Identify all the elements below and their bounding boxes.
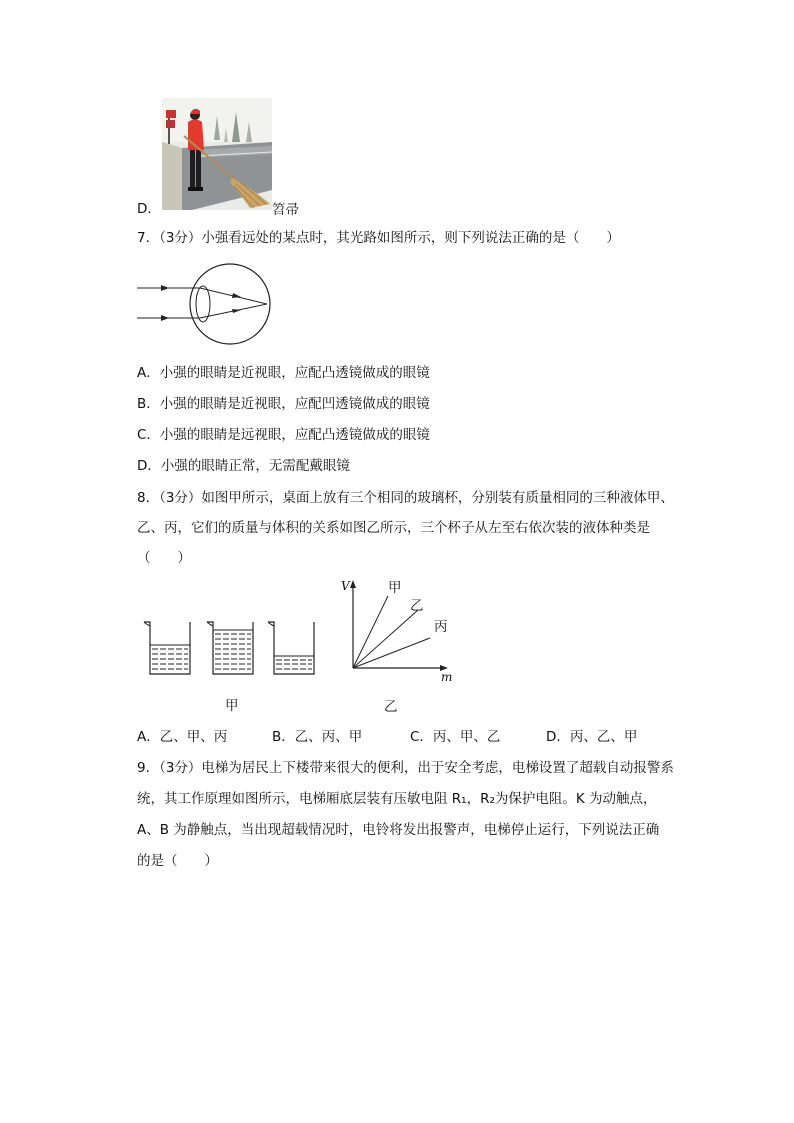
- fig-yi-caption: 乙: [384, 699, 398, 715]
- q7-option-b: B．小强的眼睛是近视眼，应配凹透镜做成的眼镜: [137, 396, 430, 412]
- q8-option-a: A．乙、甲、丙: [137, 729, 228, 745]
- glass-left: [144, 622, 190, 674]
- q9-stem-line-4: 的是（ ）: [137, 853, 218, 869]
- three-glasses-figure: [140, 618, 320, 680]
- graph-line-label-bing: 丙: [434, 619, 448, 635]
- q7-stem: 7．（3分）小强看远处的某点时，其光路如图所示，则下列说法正确的是（ ）: [137, 230, 620, 246]
- q8-stem-line-1: 8．（3分）如图甲所示，桌面上放有三个相同的玻璃杯，分别装有质量相同的三种液体甲、: [137, 490, 674, 506]
- q8-option-b: B．乙、丙、甲: [272, 729, 363, 745]
- q8-stem-line-3: （ ）: [137, 550, 191, 566]
- broom-photo: [162, 98, 272, 210]
- graph-line-label-jia: 甲: [388, 580, 402, 596]
- q7-option-c: C．小强的眼睛是远视眼，应配凸透镜做成的眼镜: [137, 427, 430, 443]
- graph-y-axis-label: V: [341, 579, 350, 593]
- q7-option-d: D．小强的眼睛正常，无需配戴眼镜: [137, 458, 350, 474]
- glass-middle: [207, 622, 253, 674]
- q7-option-a: A．小强的眼睛是近视眼，应配凸透镜做成的眼镜: [137, 365, 430, 381]
- eye-light-path-diagram: [137, 262, 277, 346]
- graph-line-label-yi: 乙: [410, 598, 424, 614]
- fig-jia-caption: 甲: [225, 698, 239, 714]
- q8-stem-line-2: 乙、丙，它们的质量与体积的关系如图乙所示，三个杯子从左至右依次装的液体种类是: [137, 520, 650, 536]
- q6-option-d-caption: 笤帚: [272, 202, 299, 218]
- q9-stem-line-1: 9．（3分）电梯为居民上下楼带来很大的便利，出于安全考虑，电梯设置了超载自动报警系: [137, 760, 674, 776]
- q9-stem-line-2: 统，其工作原理如图所示，电梯厢底层装有压敏电阻 R₁，R₂为保护电阻。K 为动触点，: [137, 791, 657, 807]
- q9-stem-line-3: A、B 为静触点，当出现超载情况时，电铃将发出报警声，电梯停止运行，下列说法正确: [137, 822, 660, 838]
- glass-right: [268, 622, 314, 674]
- q8-option-d: D．丙、乙、甲: [546, 729, 638, 745]
- q8-option-c: C．丙、甲、乙: [410, 729, 501, 745]
- q6-option-d-label: D．: [137, 201, 161, 217]
- graph-x-axis-label: m: [441, 670, 453, 684]
